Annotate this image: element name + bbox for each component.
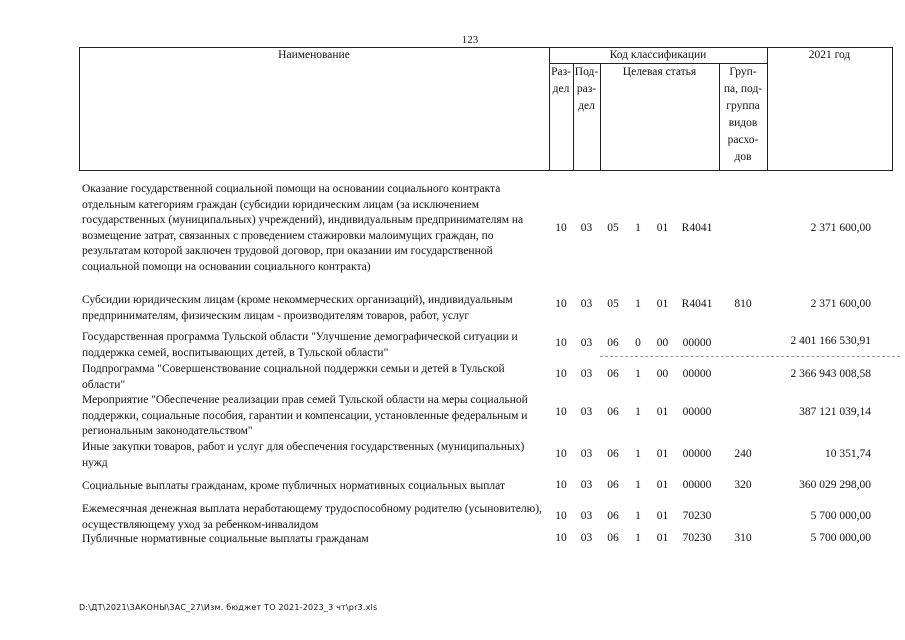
table-row — [79, 293, 893, 325]
row-target-event: 01 — [656, 510, 669, 522]
row-podrazdel: 03 — [580, 479, 593, 491]
row-amount: 387 121 039,14 — [799, 406, 871, 418]
row-target-event: 01 — [656, 406, 669, 418]
row-podrazdel: 03 — [580, 510, 593, 522]
row-target-direction: 00000 — [682, 406, 712, 418]
year-header: 2021 год — [808, 49, 851, 61]
row-target-subprogram: 1 — [635, 298, 641, 310]
row-target-program: 06 — [607, 448, 619, 460]
row-amount: 2 371 600,00 — [810, 222, 871, 234]
header-bottom-border — [79, 170, 893, 171]
row-vid: 810 — [734, 298, 752, 310]
row-amount: 2 401 166 530,91 — [790, 335, 871, 347]
row-razdel: 10 — [555, 298, 567, 310]
razdel-header: Раз- дел — [551, 66, 571, 95]
table-row — [79, 440, 893, 472]
table-row — [79, 479, 893, 497]
vid-col-divider — [767, 47, 768, 171]
row-podrazdel: 03 — [580, 298, 593, 310]
row-razdel: 10 — [555, 510, 567, 522]
code-group-header: Код классификации — [609, 49, 707, 61]
row-podrazdel: 03 — [580, 406, 593, 418]
header-right-border — [892, 47, 893, 171]
row-vid: 240 — [734, 448, 752, 460]
table-row — [79, 532, 893, 550]
row-podrazdel: 03 — [580, 222, 593, 234]
row-target-subprogram: 1 — [635, 368, 641, 380]
row-name: Субсидии юридическим лицам (кроме некоммерческих организаций), индивидуальным предпринимателям, физическим лицам - производителям товаров, работ, услуг — [82, 294, 513, 322]
row-name: Оказание государственной социальной помощи на основании социального контракта отдельным категориям граждан (субсидии юридическим лицам (за исключением государственных (муниципальных) учреждений), индивидуальным предпринимателям на возмещение затрат, связанных с проведением стажировки малоимущих граждан, по результатам которой заключен трудовой договор, при оказании им государственной социальной помощи на основании социального контракта) — [82, 183, 524, 273]
table-row — [79, 182, 893, 274]
row-podrazdel: 03 — [580, 532, 593, 544]
row-amount: 5 700 000,00 — [810, 532, 871, 544]
row-target-event: 01 — [656, 222, 669, 234]
row-vid: 310 — [734, 532, 752, 544]
row-amount: 360 029 298,00 — [799, 479, 871, 491]
row-name: Публичные нормативные социальные выплаты гражданам — [82, 533, 369, 545]
header-left-border — [79, 47, 80, 171]
row-target-program: 06 — [607, 337, 619, 349]
row-name: Социальные выплаты гражданам, кроме публичных нормативных социальных выплат — [82, 480, 505, 492]
row-target-event: 00 — [656, 337, 669, 349]
row-name: Государственная программа Тульской области "Улучшение демографической ситуации и поддержка семей, воспитывающих детей, в Тульской области" — [82, 331, 518, 359]
file-path-footer: D:\ДТ\2021\ЗАКОНЫ\ЗАС_27\Изм. бюджет ТО 2021-2023_3 чт\pr3.xls — [79, 603, 378, 612]
table-row — [79, 393, 893, 441]
row-target-direction: 00000 — [682, 337, 712, 349]
row-target-subprogram: 1 — [635, 222, 641, 234]
row-name: Иные закупки товаров, работ и услуг для обеспечения государственных (муниципальных) нужд — [82, 441, 525, 469]
row-name: Ежемесячная денежная выплата неработающему трудоспособному родителю (усыновителю), осуществляющему уход за ребенком-инвалидом — [82, 503, 542, 531]
table-row — [79, 330, 893, 362]
row-target-subprogram: 1 — [635, 532, 641, 544]
col-name-header: Наименование — [278, 49, 350, 61]
row-razdel: 10 — [555, 222, 567, 234]
row-target-direction: R4041 — [681, 222, 713, 234]
row-target-event: 01 — [656, 479, 669, 491]
row-target-program: 05 — [607, 222, 619, 234]
row-target-program: 06 — [607, 406, 619, 418]
row-razdel: 10 — [555, 337, 567, 349]
row-vid: 320 — [734, 479, 752, 491]
scan-artifact-line — [600, 356, 900, 357]
row-target-program: 05 — [607, 298, 619, 310]
target-header: Целевая статья — [622, 66, 697, 78]
table-row — [79, 502, 893, 534]
row-target-direction: 70230 — [682, 532, 712, 544]
row-target-direction: 00000 — [682, 448, 712, 460]
row-razdel: 10 — [555, 448, 567, 460]
row-target-subprogram: 1 — [635, 406, 641, 418]
row-target-subprogram: 1 — [635, 510, 641, 522]
row-target-direction: R4041 — [681, 298, 713, 310]
row-name: Мероприятие "Обеспечение реализации прав семей Тульской области на меры социальной поддержки, социальные пособия, гарантии и компенсации, установленные федеральным и региональным законодательством" — [82, 394, 528, 437]
row-target-direction: 70230 — [682, 510, 712, 522]
row-target-subprogram: 0 — [635, 337, 641, 349]
row-razdel: 10 — [555, 532, 567, 544]
row-podrazdel: 03 — [580, 368, 593, 380]
row-amount: 10 351,74 — [825, 448, 871, 460]
row-target-event: 01 — [656, 448, 669, 460]
row-razdel: 10 — [555, 368, 567, 380]
row-name: Подпрограмма "Совершенствование социальной поддержки семьи и детей в Тульской области" — [82, 363, 505, 391]
row-target-direction: 00000 — [682, 479, 712, 491]
row-podrazdel: 03 — [580, 337, 593, 349]
row-target-program: 06 — [607, 532, 619, 544]
podrazdel-header: Под- раз- дел — [574, 66, 599, 112]
row-target-event: 01 — [656, 298, 669, 310]
row-amount: 2 366 943 008,58 — [790, 368, 871, 380]
row-target-direction: 00000 — [682, 368, 712, 380]
row-podrazdel: 03 — [580, 448, 593, 460]
row-amount: 2 371 600,00 — [810, 298, 871, 310]
row-razdel: 10 — [555, 479, 567, 491]
row-amount: 5 700 000,00 — [810, 510, 871, 522]
row-target-program: 06 — [607, 479, 619, 491]
row-target-subprogram: 1 — [635, 448, 641, 460]
row-target-event: 01 — [656, 532, 669, 544]
vid-header: Груп- па, под- группа видов расхо- дов — [723, 66, 763, 163]
row-target-subprogram: 1 — [635, 479, 641, 491]
table-row — [79, 362, 893, 394]
row-target-program: 06 — [607, 368, 619, 380]
row-target-program: 06 — [607, 510, 619, 522]
page-number: 123 — [461, 34, 479, 46]
row-razdel: 10 — [555, 406, 567, 418]
row-target-event: 00 — [656, 368, 669, 380]
table-header — [79, 47, 893, 171]
